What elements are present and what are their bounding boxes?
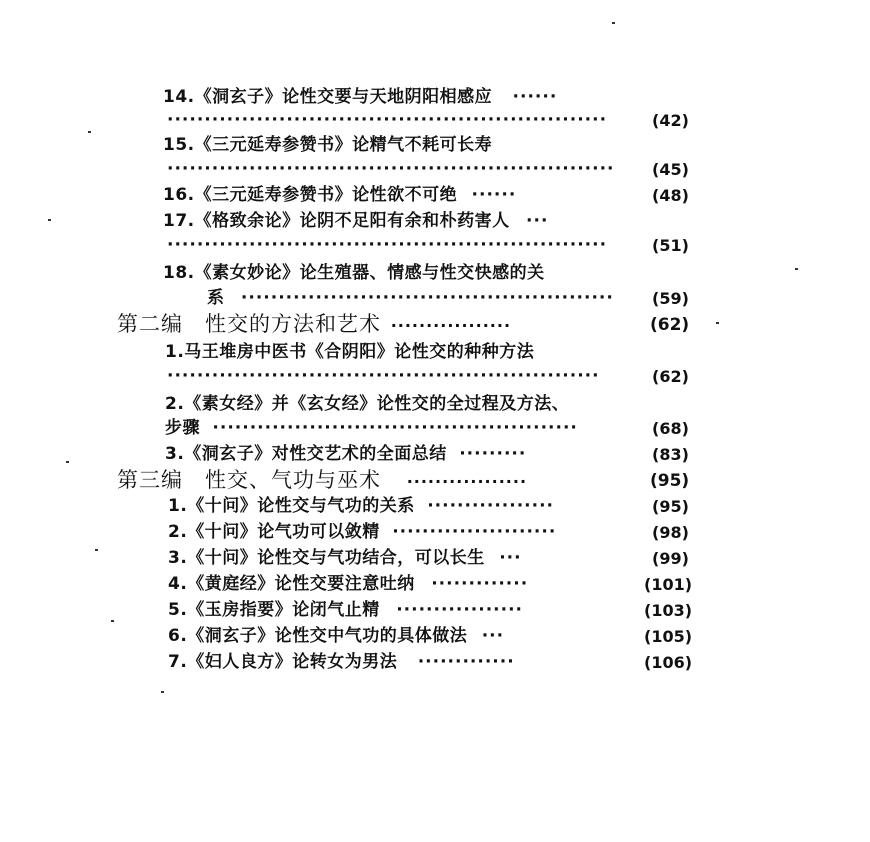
page-number: (62) — [652, 367, 689, 386]
leader-dots: ················· — [427, 496, 555, 516]
page-number: (45) — [652, 160, 689, 179]
toc-entry-title: 5.《玉房指要》论闭气止精 — [168, 600, 380, 620]
scan-speck — [66, 461, 69, 463]
page-number: (95) — [650, 471, 690, 491]
toc-entry-continuation: 系 — [207, 288, 225, 308]
leader-dots: ················································· — [212, 418, 578, 438]
page-number: (62) — [650, 315, 690, 335]
page-number: (106) — [644, 653, 693, 672]
scan-speck — [95, 549, 98, 551]
leader-dots: ················· — [406, 472, 528, 491]
leader-dots: ··· — [499, 548, 522, 568]
page-number: (42) — [652, 111, 689, 130]
toc-entry-title: 6.《洞玄子》论性交中气功的具体做法 — [168, 626, 468, 646]
leader-dots: ·························································· — [167, 366, 600, 386]
toc-entry-title: 1.《十问》论性交与气功的关系 — [168, 496, 415, 516]
toc-entry-title: 2.《素女经》并《玄女经》论性交的全过程及方法、 — [165, 394, 570, 414]
leader-dots: ··· — [481, 626, 505, 646]
page-number: (51) — [652, 236, 689, 255]
toc-entry-3-1 — [168, 495, 554, 517]
toc-entry-14 — [163, 86, 557, 108]
toc-entry-title: 15.《三元延寿参赞书》论精气不耗可长寿 — [163, 135, 493, 155]
toc-entry-2-1 — [165, 341, 534, 363]
toc-entry-title: 3.《十问》论性交与气功结合，可以长生 — [168, 548, 485, 568]
scan-speck — [161, 691, 164, 693]
toc-entry-18-cont — [207, 287, 614, 309]
page-number: (83) — [652, 445, 689, 464]
part-heading-3 — [117, 468, 527, 494]
toc-entry-title: 2.《十问》论气功可以敛精 — [168, 522, 380, 542]
toc-entry-title: 17.《格致余论》论阴不足阳有余和朴药害人 — [163, 211, 510, 231]
toc-entry-title: 7.《妇人良方》论转女为男法 — [168, 652, 398, 672]
toc-entry-continuation: 步骤 — [165, 418, 200, 438]
part-title: 第三编 性交、气功与巫术 — [117, 468, 381, 492]
leader-dots: ······ — [471, 185, 517, 205]
toc-entry-3-5 — [168, 599, 523, 621]
scan-speck — [612, 22, 615, 24]
leader-dots: ···························································· — [167, 159, 615, 179]
toc-entry-title: 14.《洞玄子》论性交要与天地阴阳相感应 — [163, 87, 493, 107]
toc-entry-15 — [163, 134, 492, 156]
page-number: (48) — [652, 186, 689, 205]
toc-entry-3-3 — [168, 547, 522, 569]
leader-dots: ··························································· — [167, 235, 608, 255]
leader-dots: ·················································· — [240, 288, 614, 308]
page-number: (59) — [652, 289, 689, 308]
page-number: (101) — [644, 575, 693, 594]
leader-dots: ··························································· — [167, 110, 608, 130]
toc-entry-3-4 — [168, 573, 528, 595]
toc-entry-2-3 — [165, 443, 526, 465]
part-heading-2 — [117, 312, 511, 338]
toc-entry-title: 4.《黄庭经》论性交要注意吐纳 — [168, 574, 415, 594]
page-number: (98) — [652, 523, 689, 542]
leader-dots: ··· — [526, 211, 549, 231]
page-number: (95) — [652, 497, 689, 516]
leader-dots: ······ — [512, 87, 558, 107]
page-number: (68) — [652, 419, 689, 438]
toc-entry-2-2-cont — [165, 417, 578, 439]
toc-entry-3-7 — [168, 651, 515, 673]
leader-dots: ················· — [390, 316, 512, 335]
leader-dots: ············· — [417, 652, 515, 672]
leader-dots: ········· — [459, 444, 527, 464]
toc-entry-2-2 — [165, 393, 569, 415]
page-number: (99) — [652, 549, 689, 568]
leader-dots: ······················ — [392, 522, 557, 542]
scan-speck — [48, 219, 51, 221]
toc-entry-title: 16.《三元延寿参赞书》论性欲不可绝 — [163, 185, 458, 205]
toc-entry-18 — [163, 262, 545, 284]
part-title: 第二编 性交的方法和艺术 — [117, 312, 381, 336]
scan-speck — [88, 131, 91, 133]
scan-speck — [716, 322, 719, 324]
toc-entry-title: 3.《洞玄子》对性交艺术的全面总结 — [165, 444, 447, 464]
toc-entry-3-6 — [168, 625, 504, 647]
toc-entry-16 — [163, 184, 516, 206]
scan-speck — [795, 268, 798, 270]
toc-entry-17 — [163, 210, 548, 232]
scan-speck — [111, 620, 114, 622]
leader-dots: ················· — [396, 600, 524, 620]
page-number: (105) — [644, 627, 693, 646]
toc-entry-title: 1.马王堆房中医书《合阴阳》论性交的种种方法 — [165, 342, 535, 362]
page-number: (103) — [644, 601, 693, 620]
leader-dots: ············· — [431, 574, 529, 594]
toc-entry-title: 18.《素女妙论》论生殖器、情感与性交快感的关 — [163, 263, 545, 283]
toc-entry-3-2 — [168, 521, 556, 543]
